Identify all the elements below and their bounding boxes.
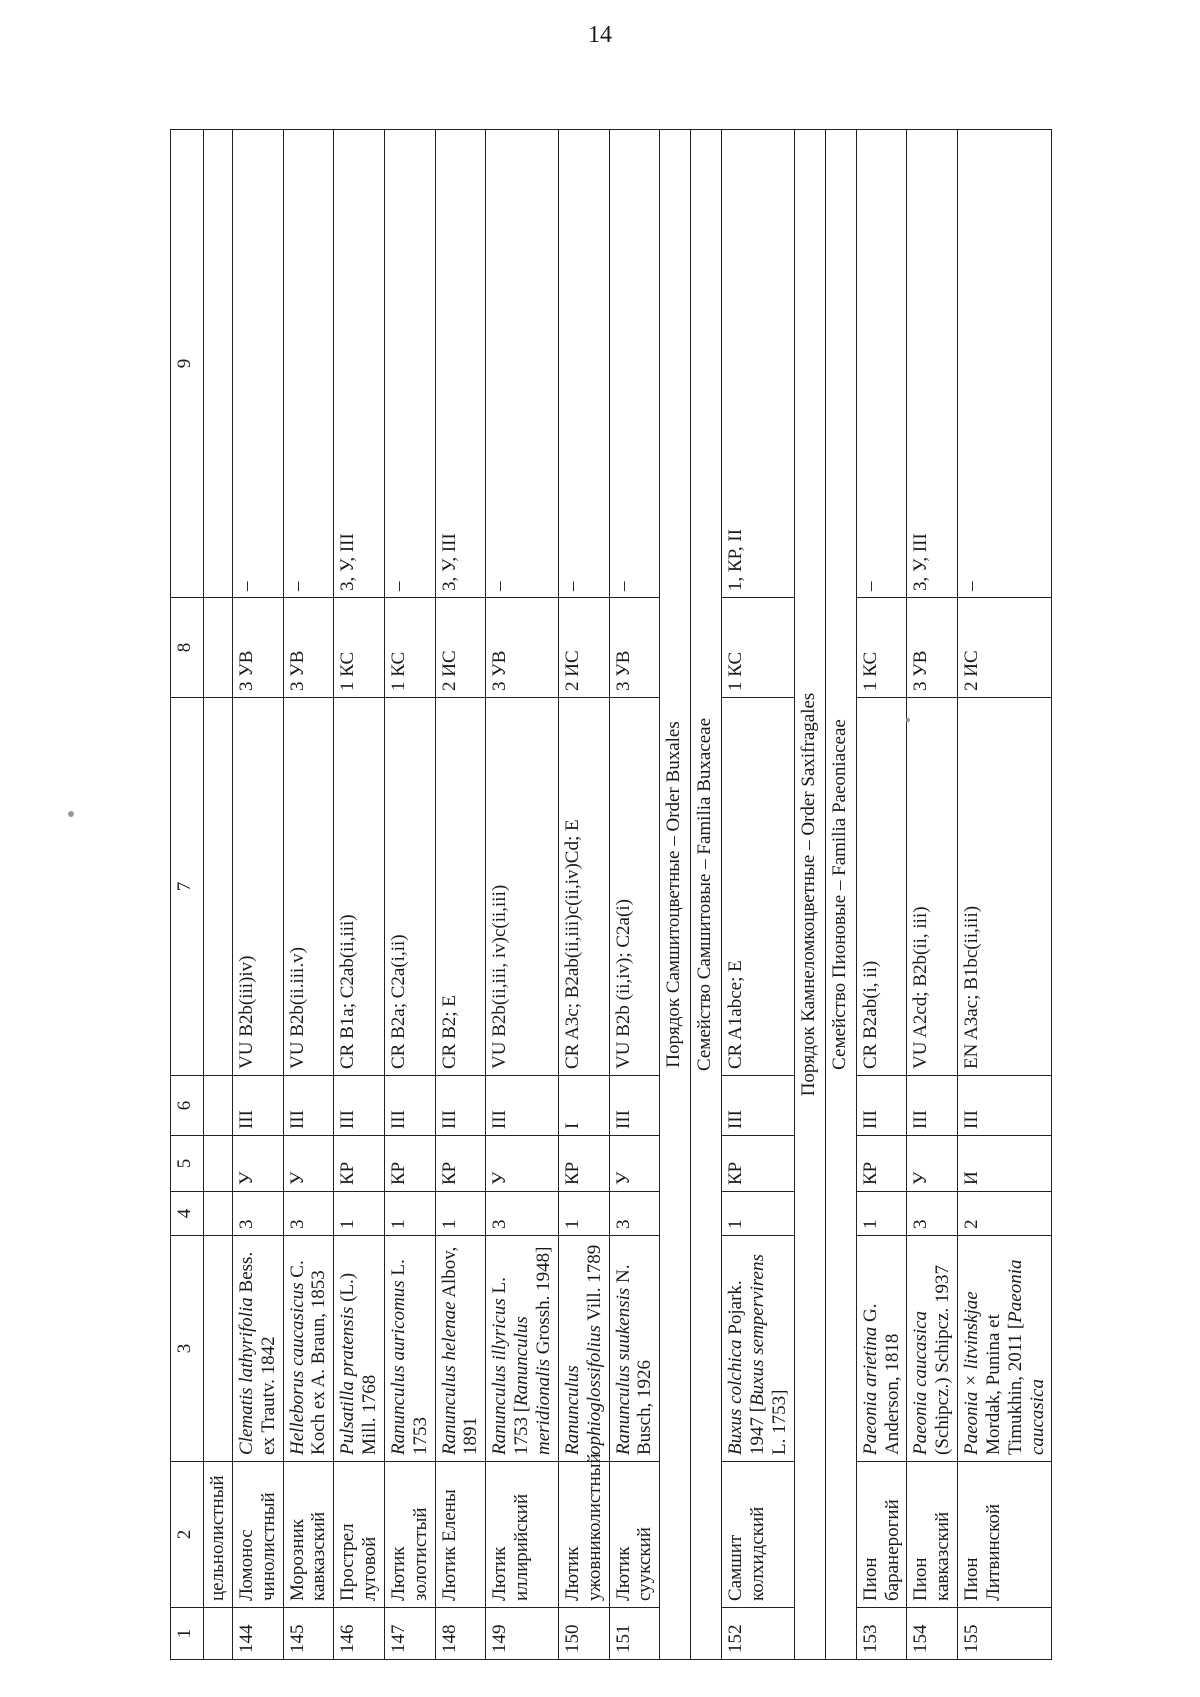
author: Mordak, Punina et Timukhin, 2011 [982, 1314, 1026, 1455]
category-col4: 1 [856, 1192, 907, 1236]
status-col5: У [486, 1136, 559, 1192]
species-row [486, 130, 559, 1660]
species-row [722, 130, 795, 1660]
category-col6: I [558, 1076, 609, 1136]
synonym-latin: Paeonia caucasica [1004, 1259, 1048, 1455]
latin-name-cell [907, 1236, 958, 1462]
category-col8: 3 УВ [907, 598, 958, 698]
species-table [170, 129, 1052, 1660]
row-number: 153 [856, 1608, 907, 1660]
column-number: 1 [171, 1608, 204, 1660]
latin-name: Helleborus caucasicus [286, 1282, 308, 1455]
category-col8: 3 УВ [486, 598, 559, 698]
iucn-criteria: VU B2b (ii,iv); C2a(i) [609, 698, 660, 1076]
latin-name-cell [609, 1236, 660, 1462]
category-col8: 2 ИС [558, 598, 609, 698]
russian-name: Лютик ужовниколистный [558, 1462, 609, 1608]
category-col6: III [856, 1076, 907, 1136]
category-col8: 2 ИС [958, 598, 1052, 698]
order-row [660, 130, 691, 1660]
row-number: 149 [486, 1608, 559, 1660]
synonym-author: Grossh. 1948] [532, 1246, 554, 1355]
column-number: 8 [171, 598, 204, 698]
status-col9: 3, У, III [907, 130, 958, 598]
category-col8: 1 КС [856, 598, 907, 698]
row-number: 146 [334, 1608, 385, 1660]
column-number: 7 [171, 698, 204, 1076]
category-col8: 3 УВ [232, 598, 283, 698]
species-row [907, 130, 958, 1660]
latin-name-cell [384, 1236, 435, 1462]
order-heading: Порядок Самшитоцветные – Order Buxales [660, 130, 691, 1660]
scan-dot [68, 811, 74, 817]
category-col4: 2 [958, 1192, 1052, 1236]
russian-name: Пион Литвинской [958, 1462, 1052, 1608]
author: G. Anderson, 1818 [859, 1303, 903, 1455]
status-col5: КР [384, 1136, 435, 1192]
latin-name: Clematis lathyrifolia [235, 1297, 257, 1455]
category-col4: 3 [232, 1192, 283, 1236]
species-row [384, 130, 435, 1660]
author: Pojark. 1947 [725, 1280, 769, 1455]
continuation-label: цельнолистный [204, 1462, 233, 1608]
status-col9: 1, КР, II [722, 130, 795, 598]
category-col6: III [232, 1076, 283, 1136]
latin-name-cell: Buxus colchica Pojark. 1947 [Buxus sempervirens L. 1753] [722, 1236, 795, 1462]
category-col4: 1 [334, 1192, 385, 1236]
column-number: 4 [171, 1192, 204, 1236]
column-number: 5 [171, 1136, 204, 1192]
status-col9: – [486, 130, 559, 598]
category-col4: 3 [609, 1192, 660, 1236]
russian-name: Лютик золотистый [384, 1462, 435, 1608]
iucn-criteria: CR A1abce; E [722, 698, 795, 1076]
family-heading: Семейство Пионовые – Familia Paeoniaceae [825, 130, 856, 1660]
author: Albov, 1891 [438, 1246, 482, 1455]
latin-name: Ranunculus helenae [438, 1301, 460, 1455]
category-col4: 1 [722, 1192, 795, 1236]
species-row [435, 130, 486, 1660]
synonym-author: L. 1753] [768, 1389, 790, 1455]
latin-name: Ranunculus illyricus [489, 1298, 511, 1455]
category-col8: 1 КС [384, 598, 435, 698]
latin-name: Paeonia caucasica [910, 1310, 932, 1455]
status-col5: КР [722, 1136, 795, 1192]
status-col5: У [609, 1136, 660, 1192]
family-heading: Семейство Самшитовые – Familia Buxaceae [691, 130, 722, 1660]
status-col5: КР [856, 1136, 907, 1192]
category-col6: III [722, 1076, 795, 1136]
latin-name-cell: Paeonia × litvinskjae Mordak, Punina et Timukhin, 2011 [Paeonia caucasica [958, 1236, 1052, 1462]
category-col4: 3 [907, 1192, 958, 1236]
russian-name: Морозник кавказский [283, 1462, 334, 1608]
category-col8: 2 ИС [435, 598, 486, 698]
row-number: 154 [907, 1608, 958, 1660]
column-number: 3 [171, 1236, 204, 1462]
header-row [171, 130, 204, 1660]
status-col9: – [958, 130, 1052, 598]
status-col5: КР [558, 1136, 609, 1192]
scan-dot [906, 718, 910, 722]
species-row [958, 130, 1052, 1660]
latin-name: Ranunculus auricomus [387, 1280, 409, 1455]
category-col6: III [958, 1076, 1052, 1136]
iucn-criteria: CR B2a; C2a(i,ii) [384, 698, 435, 1076]
latin-name: Ranunculus ophioglossifolius [561, 1325, 605, 1455]
russian-name: Ломонос чинолистный [232, 1462, 283, 1608]
russian-name: Лютик суукский [609, 1462, 660, 1608]
row-number: 155 [958, 1608, 1052, 1660]
column-number: 6 [171, 1076, 204, 1136]
category-col8: 1 КС [722, 598, 795, 698]
species-row [232, 130, 283, 1660]
author: L. 1753 [387, 1259, 431, 1455]
latin-name-cell [283, 1236, 334, 1462]
status-col5: У [907, 1136, 958, 1192]
latin-name: Pulsatilla pratensis [337, 1306, 359, 1455]
row-number: 145 [283, 1608, 334, 1660]
row-number: 151 [609, 1608, 660, 1660]
row-number: 144 [232, 1608, 283, 1660]
russian-name: Прострел луговой [334, 1462, 385, 1608]
iucn-criteria: VU B2b(iii)iv) [232, 698, 283, 1076]
family-row [691, 130, 722, 1660]
category-col8: 3 УВ [283, 598, 334, 698]
page-number: 14 [588, 22, 612, 48]
status-col5: И [958, 1136, 1052, 1192]
status-col9: – [558, 130, 609, 598]
category-col6: III [486, 1076, 559, 1136]
row-number: 150 [558, 1608, 609, 1660]
latin-name: Paeonia arietina [859, 1326, 881, 1455]
column-number: 2 [171, 1462, 204, 1608]
order-row [794, 130, 825, 1660]
status-col5: КР [334, 1136, 385, 1192]
species-row [856, 130, 907, 1660]
russian-name: Самшит колхидский [722, 1462, 795, 1608]
author: Vill. 1789 [583, 1244, 605, 1321]
latin-name-cell [232, 1236, 283, 1462]
num-cell [204, 1608, 233, 1660]
author: (L.) Mill. 1768 [337, 1272, 381, 1455]
species-row [334, 130, 385, 1660]
iucn-criteria: VU A2cd; B2b(ii, iii) [907, 698, 958, 1076]
status-col9: – [283, 130, 334, 598]
iucn-criteria: VU B2b(ii.iii.v) [283, 698, 334, 1076]
continuation-row [204, 130, 233, 1660]
russian-name: Пион баранерогий [856, 1462, 907, 1608]
status-col5: КР [435, 1136, 486, 1192]
category-col6: III [435, 1076, 486, 1136]
russian-name: Пион кавказский [907, 1462, 958, 1608]
category-col6: III [384, 1076, 435, 1136]
row-number: 148 [435, 1608, 486, 1660]
status-col5: У [283, 1136, 334, 1192]
russian-name: Лютик иллирийский [486, 1462, 559, 1608]
latin-name-cell [558, 1236, 609, 1462]
author: Bess. ex Trautv. 1842 [235, 1251, 279, 1455]
status-col9: – [856, 130, 907, 598]
latin-name-cell [435, 1236, 486, 1462]
author: L. 1753 [489, 1277, 533, 1455]
status-col9: – [232, 130, 283, 598]
synonym-latin: Ranunculus meridionalis [511, 1316, 554, 1455]
status-col9: – [384, 130, 435, 598]
iucn-criteria: VU B2b(ii,iii, iv)c(ii,iii) [486, 698, 559, 1076]
category-col6: III [283, 1076, 334, 1136]
iucn-criteria: CR B2ab(i, ii) [856, 698, 907, 1076]
category-col4: 3 [486, 1192, 559, 1236]
category-col6: III [334, 1076, 385, 1136]
latin-name-cell [334, 1236, 385, 1462]
latin-name: Paeonia × litvinskjae [961, 1291, 983, 1455]
iucn-criteria: CR A3c; B2ab(ii,iii)c(ii,iv)Cd; E [558, 698, 609, 1076]
row-number: 147 [384, 1608, 435, 1660]
column-number: 9 [171, 130, 204, 598]
status-col9: – [609, 130, 660, 598]
latin-name-cell: Ranunculus illyricus L. 1753 [Ranunculus meridionalis Grossh. 1948] [486, 1236, 559, 1462]
author: N. Busch, 1926 [612, 1264, 656, 1455]
category-col8: 1 КС [334, 598, 385, 698]
rotated-page-content [170, 130, 1160, 1660]
synonym-latin: Buxus sempervirens [747, 1254, 769, 1406]
latin-name: Buxus colchica [725, 1339, 747, 1455]
status-col5: У [232, 1136, 283, 1192]
category-col4: 1 [558, 1192, 609, 1236]
category-col4: 3 [283, 1192, 334, 1236]
species-row [558, 130, 609, 1660]
iucn-criteria: EN A3ac; B1bc(ii,iii) [958, 698, 1052, 1076]
row-number: 152 [722, 1608, 795, 1660]
category-col4: 1 [384, 1192, 435, 1236]
order-heading: Порядок Камнеломкоцветные – Order Saxifragales [794, 130, 825, 1660]
species-row [283, 130, 334, 1660]
status-col9: 3, У, III [435, 130, 486, 598]
category-col4: 1 [435, 1192, 486, 1236]
author: C. Koch ex A. Braun, 1853 [286, 1260, 330, 1455]
category-col8: 3 УВ [609, 598, 660, 698]
latin-name-cell [856, 1236, 907, 1462]
category-col6: III [609, 1076, 660, 1136]
family-row [825, 130, 856, 1660]
category-col6: III [907, 1076, 958, 1136]
author: (Schipcz.) Schipcz. 1937 [932, 1265, 954, 1455]
iucn-criteria: CR B2; E [435, 698, 486, 1076]
status-col9: 3, У, III [334, 130, 385, 598]
species-row [609, 130, 660, 1660]
russian-name: Лютик Елены [435, 1462, 486, 1608]
latin-name: Ranunculus suukensis [612, 1287, 634, 1455]
iucn-criteria: CR B1a; C2ab(ii,iii) [334, 698, 385, 1076]
